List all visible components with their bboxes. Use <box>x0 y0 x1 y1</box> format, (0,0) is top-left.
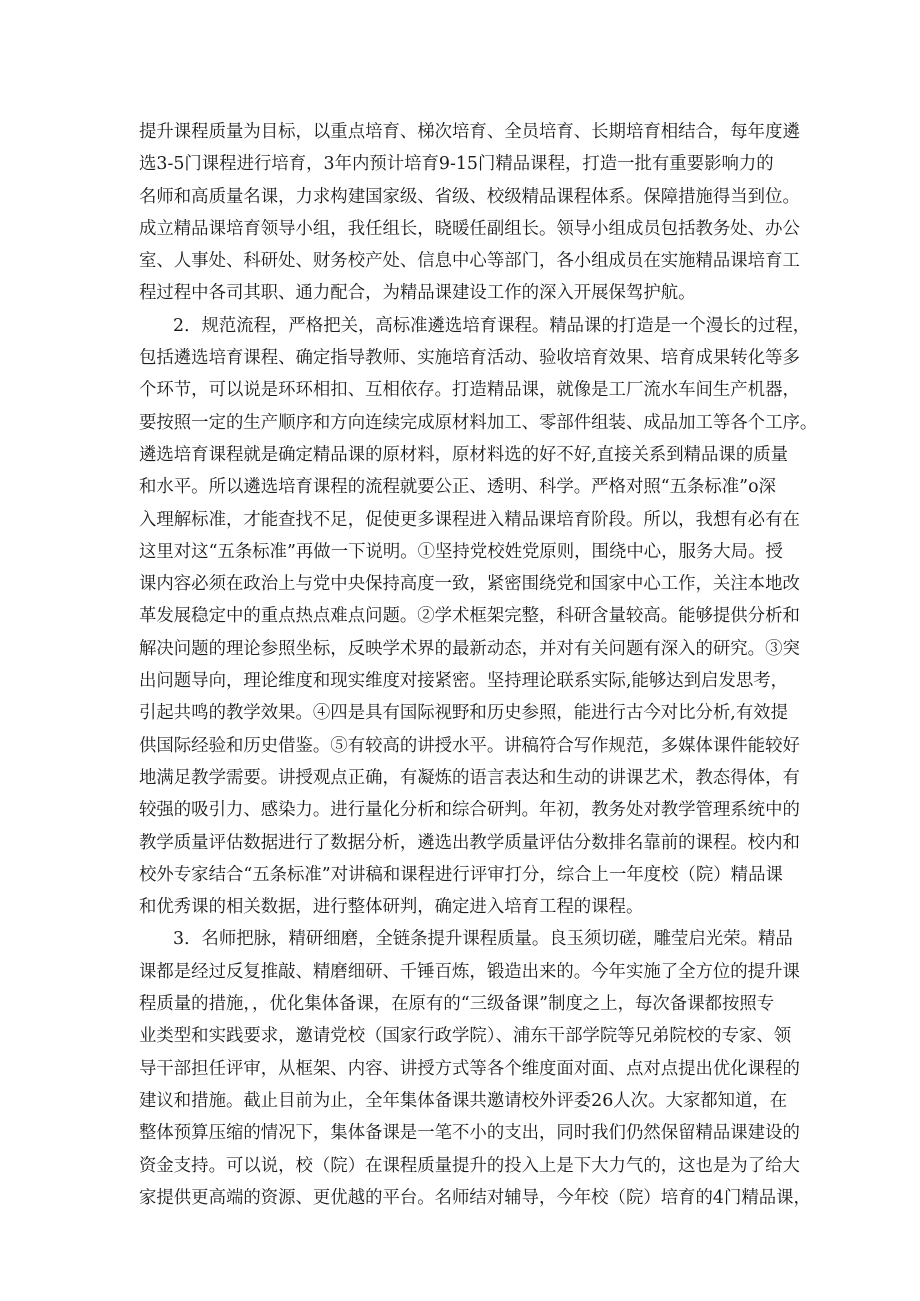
text-line: 程过程中各司其职、通力配合，为精品课建设工作的深入开展保驾护航。 <box>139 283 696 304</box>
paragraph-section-3 <box>139 923 811 1214</box>
text-line: 选3-5门课程进行培育，3年内预计培育9-15门精品课程，打造一批有重要影响力的 <box>139 154 774 175</box>
text-line: 包括遴选培育课程、确定指导教师、实施培育活动、验收培育效果、培育成果转化等多 <box>139 348 800 369</box>
text-line: 整体预算压缩的情况下，集体备课是一笔不小的支出，同时我们仍然保留精品课建设的 <box>139 1123 800 1144</box>
text-line: 成立精品课培育领导小组，我任组长，晓暖任副组长。领导小组成员包括教务处、办公 <box>139 218 800 239</box>
text-line: 提升课程质量为目标，以重点培育、梯次培育、全员培育、长期培育相结合，每年度遴 <box>139 122 800 142</box>
text-line: 3．名师把脉，精研细磨，全链条提升课程质量。良玉须切磋，雕莹启光荣。精品 <box>173 929 793 950</box>
text-line: 遴选培育课程就是确定精品课的原材料，原材料选的好不好,直接关系到精品课的质量 <box>139 444 788 465</box>
text-line: 校外专家结合“五条标准”对讲稿和课程进行评审打分，综合上一年度校（院）精品课 <box>139 864 783 885</box>
text-line: 地满足教学需要。讲授观点正确，有凝炼的语言表达和生动的讲课艺术，教态得体，有 <box>139 767 800 788</box>
text-line: 要按照一定的生产顺序和方向连续完成原材料加工、零部件组装、成品加工等各个工序。 <box>139 412 818 433</box>
text-line: 革发展稳定中的重点热点难点问题。②学术框架完整，科研含量较高。能够提供分析和 <box>139 606 800 627</box>
text-line: 2．规范流程，严格把关，高标准遴选培育课程。精品课的打造是一个漫长的过程， <box>173 315 811 336</box>
document-body <box>139 116 818 1214</box>
text-line: 这里对这“五条标准”再做一下说明。①坚持党校姓党原则，围绕中心，服务大局。授 <box>139 541 783 562</box>
paragraph-section-2 <box>139 310 818 924</box>
text-line: 引起共鸣的教学效果。④四是具有国际视野和历史参照，能进行古今对比分析,有效提 <box>139 703 788 724</box>
text-line: 出问题导向，理论维度和现实维度对接紧密。坚持理论联系实际,能够达到启发思考， <box>139 671 788 692</box>
text-line: 个环节，可以说是环环相扣、互相依存。打造精品课，就像是工厂流水车间生产机器， <box>139 380 800 401</box>
text-line: 较强的吸引力、感染力。进行量化分析和综合研判。年初，教务处对教学管理系统中的 <box>139 800 800 821</box>
text-line: 室、人事处、科研处、财务校产处、信息中心等部门，各小组成员在实施精品课培育工 <box>139 251 800 272</box>
paragraph-intro <box>139 116 800 310</box>
text-line: 名师和高质量名课，力求构建国家级、省级、校级精品课程体系。保障措施得当到位。 <box>139 186 800 207</box>
text-line: 解决问题的理论参照坐标，反映学术界的最新动态，并对有关问题有深入的研究。③突 <box>139 638 800 659</box>
text-line: 导干部担任评审，从框架、内容、讲授方式等各个维度面对面、点对点提出优化课程的 <box>139 1058 800 1079</box>
text-line: 和优秀课的相关数据，进行整体研判，确定进入培育工程的课程。 <box>139 897 644 918</box>
text-line: 课都是经过反复推敲、精磨细研、千锤百炼，锻造出来的。今年实施了全方位的提升课 <box>139 961 800 982</box>
text-line: 入理解标准，才能查找不足，促使更多课程进入精品课培育阶段。所以，我想有必有在 <box>139 509 800 530</box>
text-line: 和水平。所以遴选培育课程的流程就要公正、透明、科学。严格对照“五条标准”o深 <box>139 477 776 498</box>
text-line: 家提供更高端的资源、更优越的平台。名师结对辅导，今年校（院）培育的4门精品课， <box>139 1187 811 1208</box>
text-line: 建议和措施。截止目前为止，全年集体备课共邀请校外评委26人次。大家都知道，在 <box>139 1090 788 1111</box>
text-line: 教学质量评估数据进行了数据分析，遴选出教学质量评估分数排名靠前的课程。校内和 <box>139 832 800 853</box>
text-line: 程质量的措施，，优化集体备课，在原有的“三级备课”制度之上，每次备课都按照专 <box>139 994 775 1015</box>
text-line: 课内容必须在政治上与党中央保持高度一致，紧密围绕党和国家中心工作，关注本地改 <box>139 574 800 595</box>
text-line: 业类型和实践要求，邀请党校（国家行政学院）、浦东干部学院等兄弟院校的专家、领 <box>139 1026 792 1047</box>
text-line: 供国际经验和历史借鉴。⑤有较高的讲授水平。讲稿符合写作规范，多媒体课件能较好 <box>139 735 800 756</box>
text-line: 资金支持。可以说，校（院）在课程质量提升的投入上是下大力气的，这也是为了给大 <box>139 1155 800 1176</box>
